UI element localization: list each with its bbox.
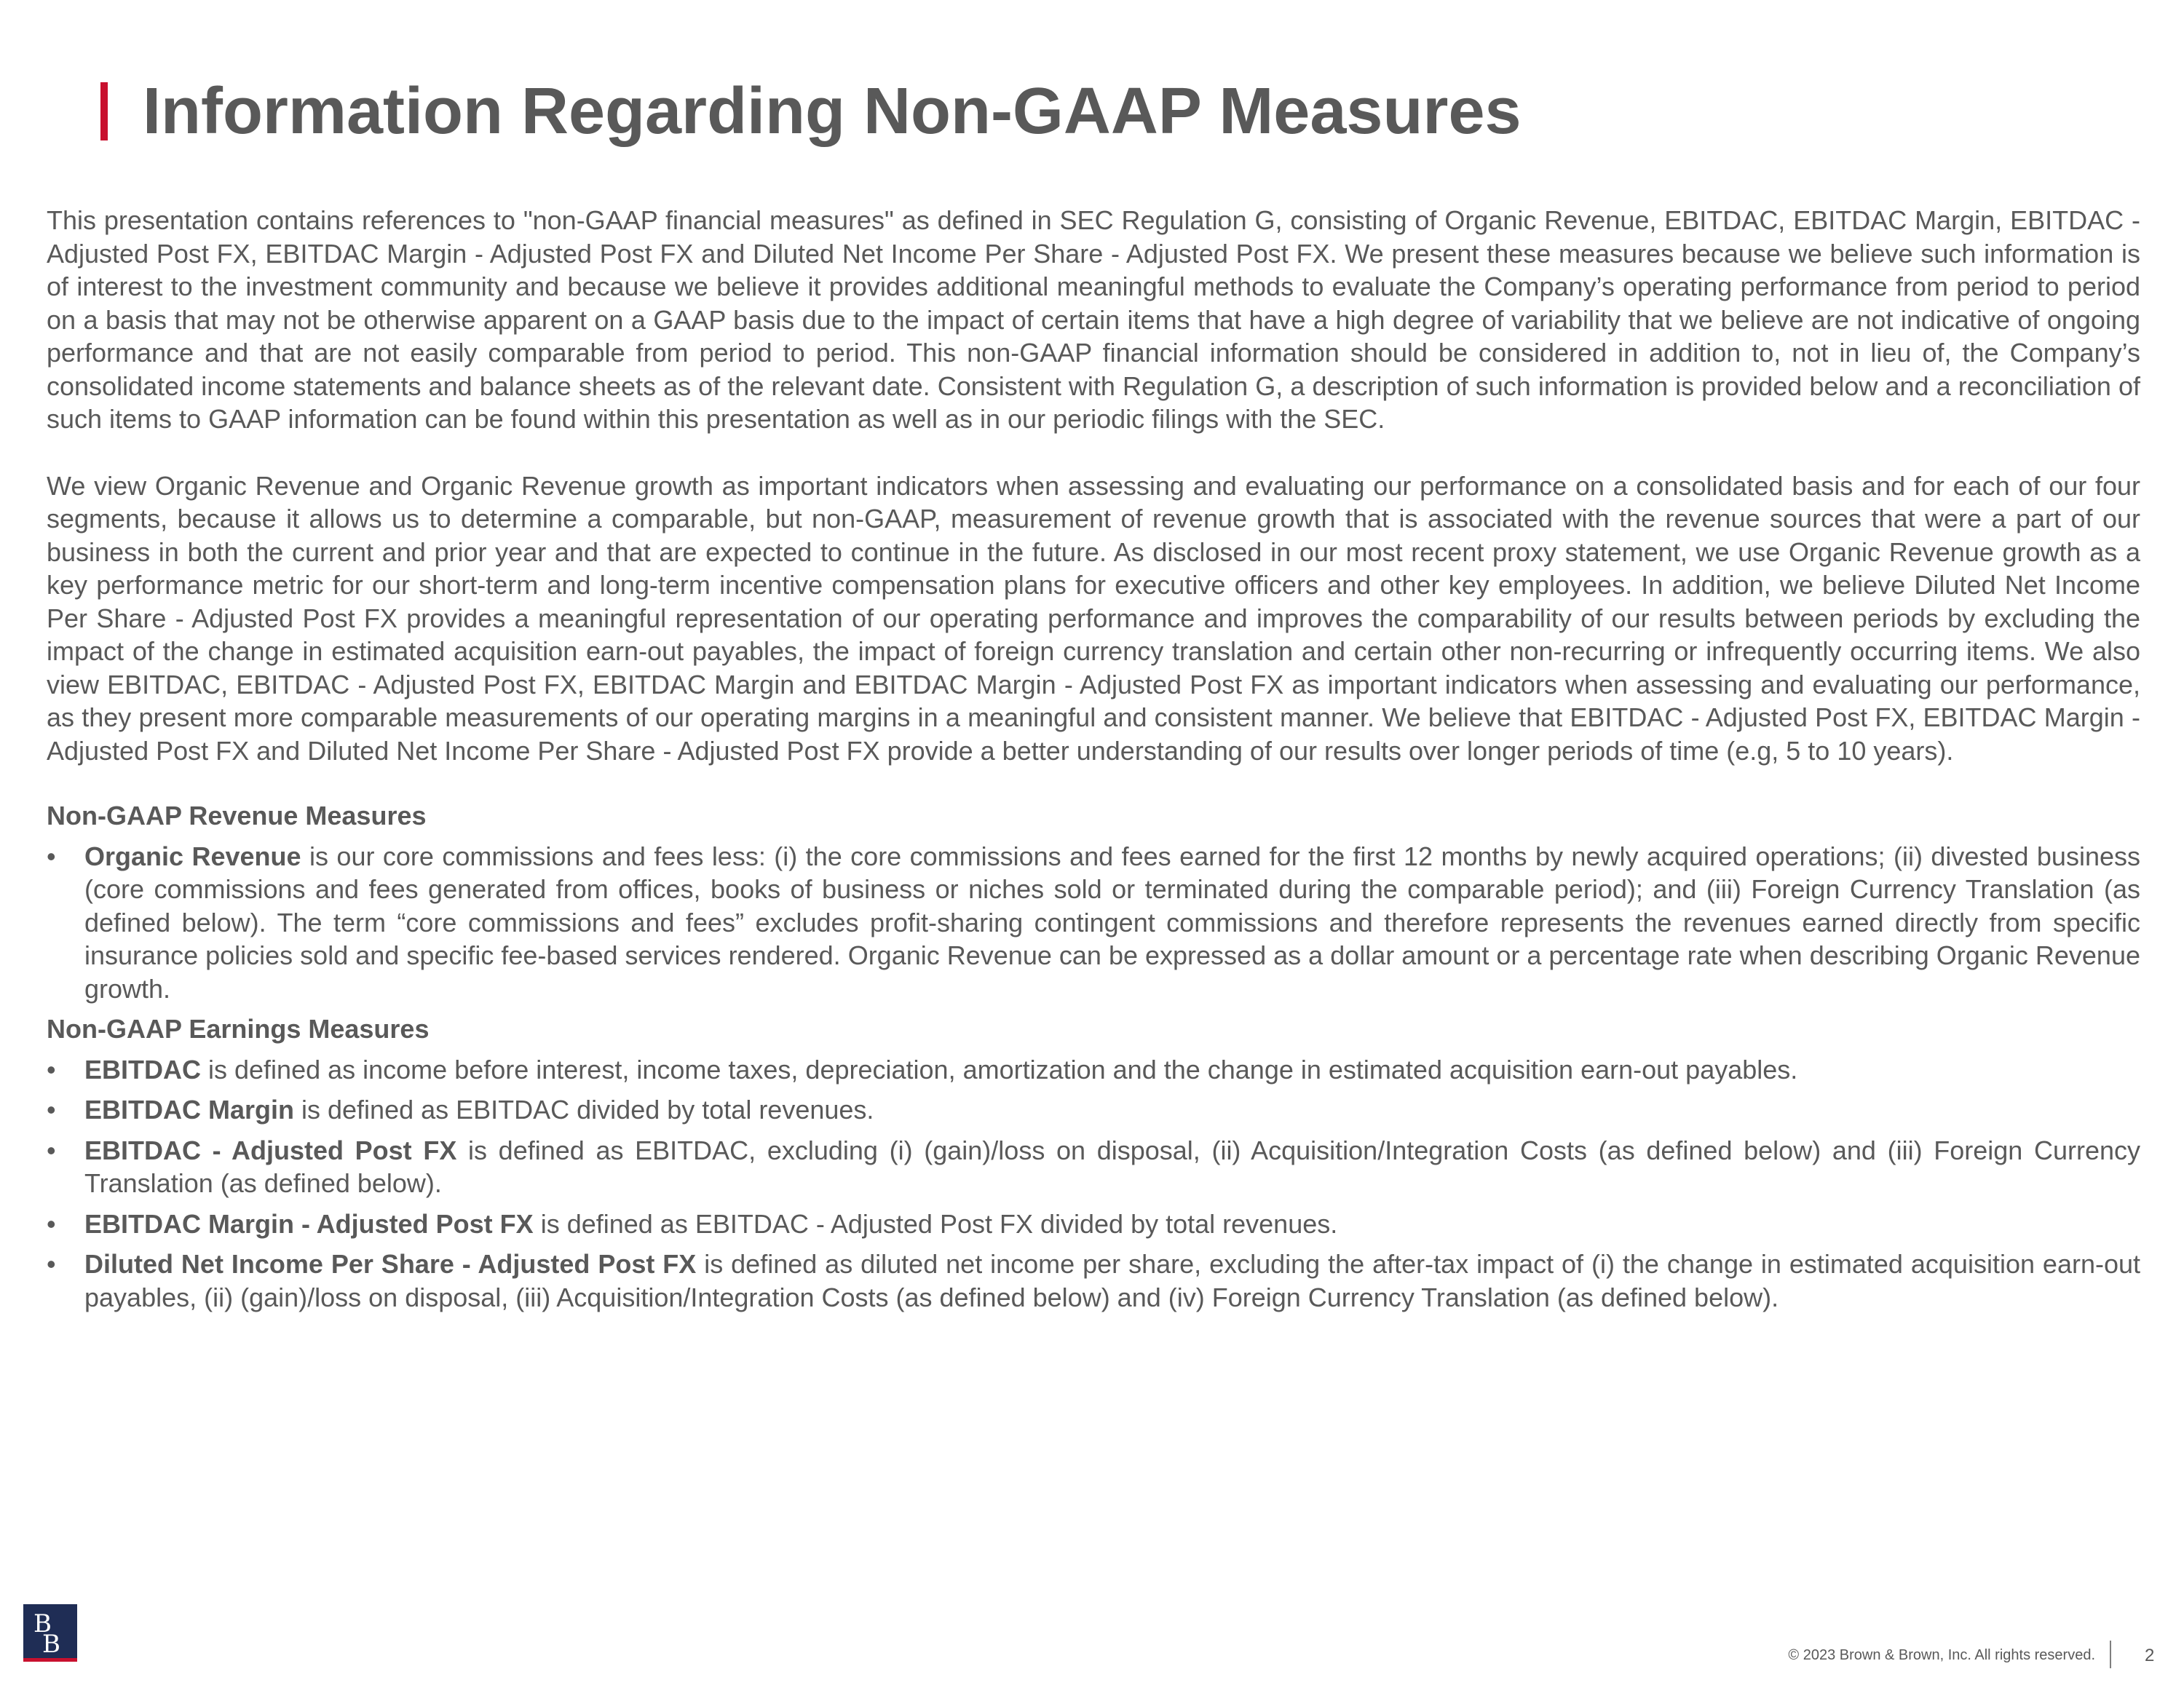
bullet-ebitdac-margin: [47, 1093, 2140, 1127]
bullet-ebitdac-margin-adjusted: [47, 1208, 2140, 1241]
bullet-ebitdac: [47, 1053, 2140, 1087]
bullet-diluted-eps-adjusted: [47, 1248, 2140, 1314]
svg-text:B: B: [42, 1630, 60, 1658]
bullet-term: EBITDAC - Adjusted Post FX: [84, 1135, 457, 1165]
intro-paragraph: This presentation contains references to "non-GAAP financial measures" as defined in SEC Regulation G, consisting of Organic Revenue, EBITDAC, EBITDAC Margin, EBITDAC - Adjusted Post FX, EBITDAC Margin - Adjusted Post FX and Diluted Net Income Per Share - Adjusted Post FX. We present these measures because we believe such information is of interest to the investment community and because we believe it provides additional meaningful methods to evaluate the Company’s operating performance from period to period on a basis that may not be otherwise apparent on a GAAP basis due to the impact of certain items that have a high degree of variability that we believe are not indicative of ongoing performance and that are not easily comparable from period to period. This non-GAAP financial information should be considered in addition to, not in lieu of, the Company’s consolidated income statements and balance sheets as of the relevant date. Consistent with Regulation G, a description of such information is provided below and a reconciliation of such items to GAAP information can be found within this presentation as well as in our periodic filings with the SEC.: [47, 205, 2140, 434]
bullet-term: Organic Revenue: [84, 841, 301, 871]
main-content: [47, 204, 2140, 1314]
bullet-term: EBITDAC Margin - Adjusted Post FX: [84, 1208, 534, 1239]
svg-text:B: B: [33, 1609, 52, 1638]
bullet-marker: •: [47, 1095, 56, 1125]
bullet-text: is defined as EBITDAC, excluding (i) (gain)/loss on disposal, (ii) Acquisition/Integration Costs (as defined below) and (iii) Foreign Currency Translation (as defined below).: [84, 1135, 2141, 1198]
bullet-marker: •: [47, 1208, 56, 1239]
title-accent-bar: [100, 82, 108, 140]
section-heading-revenue: Non-GAAP Revenue Measures: [47, 801, 427, 830]
bullet-marker: •: [47, 1054, 56, 1085]
bullet-term: Diluted Net Income Per Share - Adjusted Post FX: [84, 1249, 697, 1279]
brown-and-brown-logo: [23, 1604, 77, 1662]
organic-revenue-paragraph: We view Organic Revenue and Organic Revenue growth as important indicators when assessing and evaluating our performance on a consolidated basis and for each of our four segments, because it allows us to determine a comparable, but non-GAAP, measurement of revenue growth that is associated with the revenue sources that were a part of our business in both the current and prior year and that are expected to continue in the future. As disclosed in our most recent proxy statement, we use Organic Revenue growth as a key performance metric for our short-term and long-term incentive compensation plans for executive officers and other key employees. In addition, we believe Diluted Net Income Per Share - Adjusted Post FX provides a meaningful representation of our operating performance and improves the comparability of our results between periods by excluding the impact of the change in estimated acquisition earn-out payables, the impact of foreign currency translation and certain other non-recurring or infrequently occurring items. We also view EBITDAC, EBITDAC - Adjusted Post FX, EBITDAC Margin and EBITDAC Margin - Adjusted Post FX as important indicators when assessing and evaluating our performance, as they present more comparable measurements of our operating margins in a meaningful and consistent manner. We believe that EBITDAC - Adjusted Post FX, EBITDAC Margin - Adjusted Post FX and Diluted Net Income Per Share - Adjusted Post FX provide a better understanding of our results over longer periods of time (e.g, 5 to 10 years).: [47, 470, 2140, 766]
bb-monogram-icon: [23, 1604, 77, 1658]
footer-divider: [2110, 1641, 2111, 1668]
bullet-organic-revenue: [47, 840, 2140, 1006]
bullet-term: EBITDAC: [84, 1054, 201, 1085]
bullet-marker: •: [47, 1135, 56, 1165]
bullet-text: is our core commissions and fees less: (i) the core commissions and fees earned for the first 12 months by newly acquired operations; (ii) divested business (core commissions and fees generated from offices, books of business or niches sold or terminated during the comparable period); and (iii) Foreign Currency Translation (as defined below). The term “core commissions and fees” excludes profit-sharing contingent commissions and therefore represents the revenues earned directly from specific insurance policies sold and specific fee-based services rendered. Organic Revenue can be expressed as a dollar amount or a percentage rate when describing Organic Revenue growth.: [84, 841, 2140, 1004]
bullet-text: is defined as diluted net income per share, excluding the after-tax impact of (i) the change in estimated acquisition earn-out payables, (ii) (gain)/loss on disposal, (iii) Acquisition/Integration Costs (as defined below) and (iv) Foreign Currency Translation (as defined below).: [84, 1249, 2141, 1312]
bullet-ebitdac-adjusted: [47, 1134, 2140, 1200]
page-header: [100, 75, 1522, 148]
bullet-term: EBITDAC Margin: [84, 1095, 294, 1125]
bullet-text: is defined as EBITDAC divided by total revenues.: [294, 1095, 874, 1125]
bullet-marker: •: [47, 1249, 56, 1279]
bullet-text: is defined as income before interest, income taxes, depreciation, amortization and the change in estimated acquisition earn-out payables.: [201, 1054, 1798, 1085]
page-title: Information Regarding Non-GAAP Measures: [143, 75, 1522, 148]
page-number: 2: [2145, 1646, 2155, 1665]
section-heading-earnings: Non-GAAP Earnings Measures: [47, 1014, 430, 1044]
bullet-marker: •: [47, 841, 56, 871]
footer-copyright: © 2023 Brown & Brown, Inc. All rights reserved.: [1788, 1647, 2095, 1663]
bullet-text: is defined as EBITDAC - Adjusted Post FX divided by total revenues.: [533, 1208, 1338, 1239]
